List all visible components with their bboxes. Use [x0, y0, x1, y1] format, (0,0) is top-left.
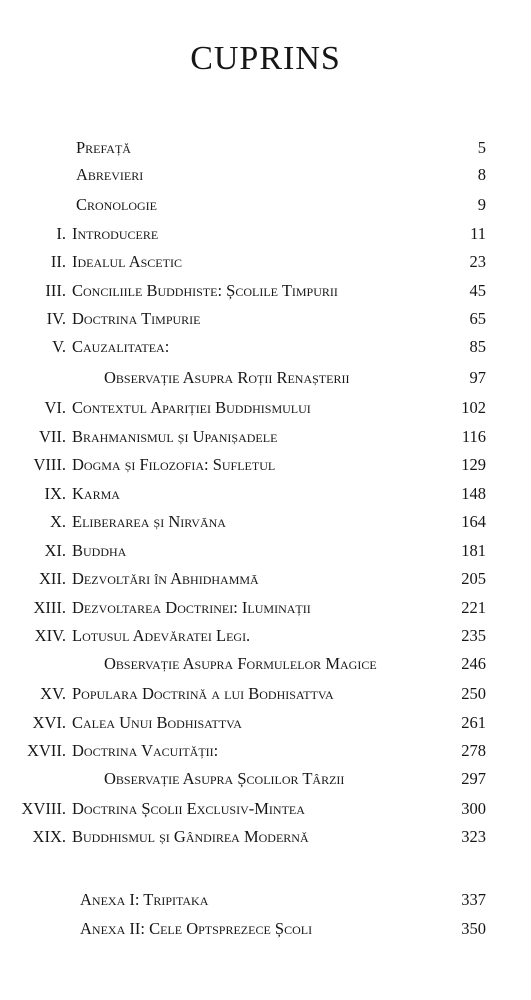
- toc-entry-number: VII.: [38, 427, 66, 446]
- toc-entry-title: Buddhismul și Gândirea Modernă: [72, 827, 309, 846]
- toc-entry-title: Abrevieri: [76, 165, 144, 184]
- toc-entry: [0, 711, 531, 735]
- toc-entry-title: Observație Asupra Formulelor Magice: [104, 654, 377, 673]
- toc-entry-title: Dogma și Filozofia: Sufletul: [72, 455, 276, 474]
- toc-entry-page: 45: [469, 281, 486, 300]
- toc-entry: [0, 396, 531, 420]
- toc-entry-page: 97: [469, 368, 486, 387]
- toc-entry: [0, 335, 531, 359]
- toc-entry-number: XVI.: [32, 713, 66, 732]
- toc-entry: [0, 567, 531, 591]
- toc-entry-page: 102: [461, 398, 486, 417]
- toc-entry-number: IV.: [46, 309, 66, 328]
- toc-subentry: [0, 767, 531, 791]
- toc-entry: [0, 193, 531, 217]
- toc-entry-title: Observație Asupra Roții Renașterii: [104, 368, 350, 387]
- toc-entry-title: Contextul Apariției Buddhismului: [72, 398, 311, 417]
- toc-entry-title: Populara Doctrină a lui Bodhisattva: [72, 684, 334, 703]
- toc-entry-title: Dezvoltări în Abhidhammā: [72, 569, 259, 588]
- toc-entry-number: XII.: [38, 569, 66, 588]
- toc-subentry: [0, 652, 531, 676]
- toc-annex-entry: [0, 917, 531, 941]
- toc-entry-page: 246: [461, 654, 486, 673]
- toc-entry-page: 9: [477, 195, 486, 214]
- toc-entry: [0, 510, 531, 534]
- toc-entry-number: V.: [52, 337, 66, 356]
- toc-entry-page: 297: [461, 769, 486, 788]
- toc-entry-title: Introducere: [72, 224, 159, 243]
- toc-entry-number: XVII.: [27, 741, 66, 760]
- toc-entry: [0, 279, 531, 303]
- page-title: CUPRINS: [190, 40, 341, 77]
- toc-entry-title: Cronologie: [76, 195, 157, 214]
- toc-entry: [0, 425, 531, 449]
- toc-entry-page: 235: [461, 626, 486, 645]
- toc-entry: [0, 797, 531, 821]
- toc-entry-page: 148: [461, 484, 486, 503]
- toc-entry-page: 323: [461, 827, 486, 846]
- toc-entry-page: 261: [461, 713, 486, 732]
- toc-entry-page: 250: [461, 684, 486, 703]
- toc-entry-number: XV.: [40, 684, 66, 703]
- toc-entry-page: 23: [469, 252, 486, 271]
- toc-entry-page: 85: [469, 337, 486, 356]
- toc-entry-title: Dezvoltarea Doctrinei: Iluminații: [72, 598, 311, 617]
- toc-entry-title: Idealul Ascetic: [72, 252, 182, 271]
- toc-entry: [0, 250, 531, 274]
- toc-entry-title: Brahmanismul și Upanișadele: [72, 427, 278, 446]
- toc-entry: [0, 136, 531, 160]
- toc-entry-page: 181: [461, 541, 486, 560]
- toc-subentry: [0, 366, 531, 390]
- toc-entry: [0, 825, 531, 849]
- toc-entry-page: 5: [477, 138, 486, 157]
- toc-entry-title: Anexa I: Tripitaka: [80, 890, 209, 909]
- toc-entry: [0, 739, 531, 763]
- toc-entry-page: 65: [469, 309, 486, 328]
- toc-entry-number: XI.: [44, 541, 66, 560]
- toc-entry-number: I.: [56, 224, 66, 243]
- toc-entry-title: Observație Asupra Școlilor Târzii: [104, 769, 345, 788]
- toc-entry: [0, 596, 531, 620]
- toc-entry: [0, 222, 531, 246]
- toc-entry: [0, 624, 531, 648]
- toc-entry-number: XVIII.: [21, 799, 66, 818]
- toc-entry: [0, 453, 531, 477]
- toc-entry-title: Calea Unui Bodhisattva: [72, 713, 242, 732]
- toc-entry-page: 278: [461, 741, 486, 760]
- toc-entry: [0, 682, 531, 706]
- toc-entry-title: Doctrina Școlii Exclusiv-Mintea: [72, 799, 305, 818]
- toc-annex-entry: [0, 888, 531, 912]
- toc-entry-number: III.: [45, 281, 66, 300]
- toc-entry-page: 8: [477, 165, 486, 184]
- toc-entry-page: 350: [461, 919, 486, 938]
- toc-entry-page: 11: [470, 224, 486, 243]
- toc-entry-title: Eliberarea și Nirvāna: [72, 512, 226, 531]
- toc-entry-number: VIII.: [33, 455, 66, 474]
- toc-entry-page: 129: [461, 455, 486, 474]
- toc-entry-title: Prefață: [76, 138, 131, 157]
- toc-entry-page: 221: [461, 598, 486, 617]
- toc-entry: [0, 163, 531, 187]
- toc-entry: [0, 482, 531, 506]
- toc-entry-number: II.: [50, 252, 66, 271]
- toc-entry-title: Cauzalitatea:: [72, 337, 170, 356]
- toc-entry-title: Doctrina Timpurie: [72, 309, 201, 328]
- toc-entry-number: XIX.: [32, 827, 66, 846]
- toc-entry-number: XIV.: [34, 626, 66, 645]
- toc-entry-title: Conciliile Buddhiste: Școlile Timpurii: [72, 281, 338, 300]
- toc-entry-number: VI.: [44, 398, 66, 417]
- toc-entry-page: 164: [461, 512, 486, 531]
- toc-entry-title: Anexa II: Cele Optsprezece Școli: [80, 919, 313, 938]
- toc-entry-page: 116: [461, 427, 486, 446]
- toc-entry-page: 300: [461, 799, 486, 818]
- toc-entry-number: XIII.: [33, 598, 66, 617]
- toc-entry-title: Buddha: [72, 541, 127, 560]
- toc-entry-title: Doctrina Vacuității:: [72, 741, 219, 760]
- toc-entry-title: Karma: [72, 484, 120, 503]
- toc-entry-number: IX.: [44, 484, 66, 503]
- toc-entry: [0, 307, 531, 331]
- toc-entry-page: 205: [461, 569, 486, 588]
- toc-entry-title: Lotusul Adevăratei Legi.: [72, 626, 251, 645]
- toc-entry-page: 337: [461, 890, 486, 909]
- toc-entry: [0, 539, 531, 563]
- toc-entry-number: X.: [49, 512, 66, 531]
